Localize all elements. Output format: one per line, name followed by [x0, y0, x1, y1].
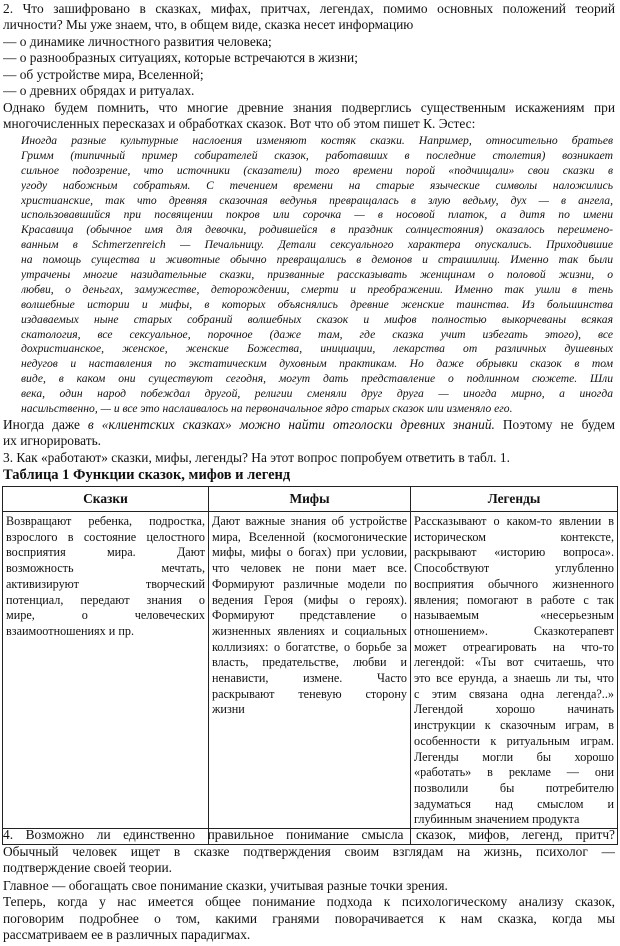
after-text-emphasis: в «клиентских сказках» можно найти отголоски древних знаний. [87, 417, 495, 432]
cell-line: инструкции к сказочным играм, в [414, 718, 614, 733]
cell-line: возможность мечтать, [6, 561, 205, 576]
outro-line-4: Главное — обогащать свое понимание сказки, учитывая разные точки зрения. [3, 878, 448, 893]
cell-line: мифы, мифы о богах) при условии, [212, 545, 407, 560]
list-item-life-situations: — о разнообразных ситуациях, которые встречаются в жизни; [3, 50, 358, 65]
quote-line: Красавица (обычное имя для девочки, родившейся в праздник солнцестояния) оказалось переимено- [21, 223, 613, 236]
cell-line: жизни [212, 702, 245, 717]
outro-line-3: подтверждение своей теории. [3, 860, 173, 875]
cell-line: Дают важные знания об устройстве [212, 514, 407, 528]
list-item-personal-development: — о динамике личностного развития человека; [3, 34, 272, 49]
quote-line: любви, о деньгах, замужестве, деторождении, смерти и преображении. Именно так ушли в тень [21, 283, 613, 296]
after-text-c: Поэтому не будем [494, 417, 615, 432]
cell-line: ведения Героя (мифы о героях). [212, 592, 407, 607]
quote-line: скатология, все сексуальное, порочное (даже там, где сказка учит избегать этого), все [21, 328, 613, 341]
after-text-a: Иногда даже [3, 417, 88, 432]
cell-line: коллизиях: о богатстве, о борьбе за [212, 639, 407, 654]
quote-line: Гримм (типичный пример собирателей сказок, работавших в последние столетия) возникает [21, 149, 613, 162]
cell-line: называемым «несерьезным [414, 608, 614, 623]
header-fairy-tales: Сказки [3, 487, 209, 512]
outro-line-7: рассматриваем ее в различных парадигмах. [3, 927, 251, 942]
cell-fairy-tales [3, 512, 209, 829]
header-myths: Мифы [209, 487, 411, 512]
cell-line: Формируют представление о [212, 608, 407, 623]
intro-line-2: личности? Мы уже знаем, что, в общем виде, сказка несет информацию [3, 17, 414, 32]
cell-line: восприятия мира. Дают [6, 545, 205, 560]
cell-line: глубинным значением продукта [414, 812, 580, 827]
quote-line: виде, в каком они существуют сегодня, могут дать представление о подлинном сюжете. Шли [21, 372, 613, 385]
cell-line: жизненных явлениях и социальных [212, 623, 407, 638]
after-line-2: их игнорировать. [3, 433, 102, 448]
after-line-3: 3. Как «работают» сказки, мифы, легенды? На этот вопрос попробуем ответить в табл. 1. [3, 450, 510, 465]
cell-line: это все ерунда, а знаешь ли ты, что [414, 671, 614, 686]
quote-line: на помощь существа и животные обычно превращались в демонов и страшилищ. Именно так были [21, 253, 613, 266]
cell-line: активизируют творческий [6, 576, 205, 591]
cell-line: особенности к ритуальным играм. [414, 733, 614, 748]
quote-line: утрачены многие назидательные сказки, призванные рассказывать женщинам о половой жизни, о [21, 268, 613, 281]
outro-line-1: 4. Возможно ли единственно правильное понимание смысла сказок, мифов, легенд, притч? [3, 827, 615, 842]
cell-line: взрослого в состояние целостного [6, 529, 205, 544]
table-title: Таблица 1 Функции сказок, мифов и легенд [3, 467, 291, 483]
cell-line: Возвращают ребенка, подростка, [6, 514, 205, 528]
quote-line: Иногда разные культурные наслоения изменяют костяк сказки. Например, относительно братьев [21, 134, 613, 147]
list-item-world-structure: — об устройстве мира, Вселенной; [3, 67, 204, 82]
cell-line: Легенды могли бы хорошо [414, 749, 614, 764]
cell-line: историческом контексте, [414, 529, 614, 544]
cell-line: задуматься над смыслом и [414, 796, 614, 811]
cell-line: раскрывают теневую сторону [212, 686, 407, 701]
outro-line-2: Обычный человек ищет в сказке подтверждения своим взглядам на жизнь, психолог — [3, 844, 615, 859]
cell-line: легендой: «Ты вот считаешь, что [414, 655, 614, 670]
cell-line: позволили бы потребителю [414, 780, 614, 795]
quote-line: использовавшийся при посвящении покров или сорочка — в носовой платок, а дитя по имени [21, 208, 613, 221]
outro-line-6: поговорим подробнее о том, какими гранями поворачивается к нам сказка, когда мы [3, 911, 615, 926]
cell-line: явления; помогают в работе с так [414, 592, 614, 607]
cell-line: власть, предательстве, любви и [212, 655, 407, 670]
cell-line: потенциал, передают знания о [6, 592, 205, 607]
list-item-ancient-rituals: — о древних обрядах и ритуалах. [3, 83, 195, 98]
cell-line: восприятия обычного жизненного [414, 576, 614, 591]
cell-line: может отреагировать на что-то [414, 639, 614, 654]
quote-line: недугов и наставления по экстатическим духовным практикам. Но даже обрывки сказок в том [21, 357, 613, 370]
intro-line-7: Однако будем помнить, что многие древние знания подверглись существенным искажениям при [3, 100, 615, 115]
intro-line-8: многочисленных пересказах и обработках сказок. Вот что об этом пишет К. Эстес: [3, 116, 476, 131]
header-legends: Легенды [411, 487, 618, 512]
cell-line: что человек не пони мает все. [212, 561, 407, 576]
cell-line: взаимоотношениях и пр. [6, 623, 134, 638]
cell-line: ненависти, измене. Часто [212, 671, 407, 686]
cell-line: раскрывают «историю вопроса». [414, 545, 614, 560]
cell-line: мира, Вселенной (космогонические [212, 529, 407, 544]
outro-line-5: Теперь, когда у нас имеется общее понимание подхода к психологическому анализу сказок, [3, 894, 615, 909]
cell-line: с этим связана одна легенда?..» [414, 686, 614, 701]
quote-line: насильственно, — и все это наслаивалось на первоначальное ядро старых сказок или изменяло его. [21, 402, 513, 415]
cell-myths [209, 512, 411, 829]
cell-line: мире, о человеческих [6, 608, 205, 623]
quote-line: века, один народ побеждал другой, религии сменяли друг друга — иногда мирно, а иногда [21, 387, 613, 400]
table-header-row [3, 487, 618, 512]
quote-line: угоду набожным собратьям. С течением времени на старые языческие символы наложились [21, 179, 613, 192]
quote-line: ванным в Schmerzenreich — Печальницу. Детали сексуального характера опускались. Приходившие [21, 238, 613, 251]
cell-line: Легендой хорошо начинать [414, 702, 614, 717]
cell-line: «работать» в рекламе — они [414, 765, 614, 780]
quote-line: издаваемых ныне старых собраний волшебных сказок и мифов полностью выкорчеваны всякая [21, 313, 613, 326]
cell-line: Рассказывают о каком-то явлении в [414, 514, 614, 528]
cell-line: отношением». Сказкотерапевт [414, 623, 614, 638]
after-line-1 [3, 417, 615, 434]
cell-line: Способствуют углубленно [414, 561, 614, 576]
cell-legends [411, 512, 618, 829]
intro-line-1: 2. Что зашифровано в сказках, мифах, притчах, легендах, помимо основных положений теорий [3, 1, 615, 16]
functions-table [2, 486, 618, 845]
quote-line: христианские, так что древняя сказочная ведунья превращалась в злую ведьму, дух — в ангела, [21, 194, 613, 207]
quote-line: дохристианское, женское, женские Божества, инициации, лекарства от различных душевных [21, 342, 613, 355]
cell-line: Формируют различные модели по [212, 576, 407, 591]
quote-line: волшебные истории и мифы, в которых объяснялись древние женские таинства. Из большинства [21, 298, 613, 311]
table-row [3, 512, 618, 829]
quote-line: сильное подозрение, что источники (сказатели) того времени порой «подчищали» свои сказки в [21, 164, 613, 177]
